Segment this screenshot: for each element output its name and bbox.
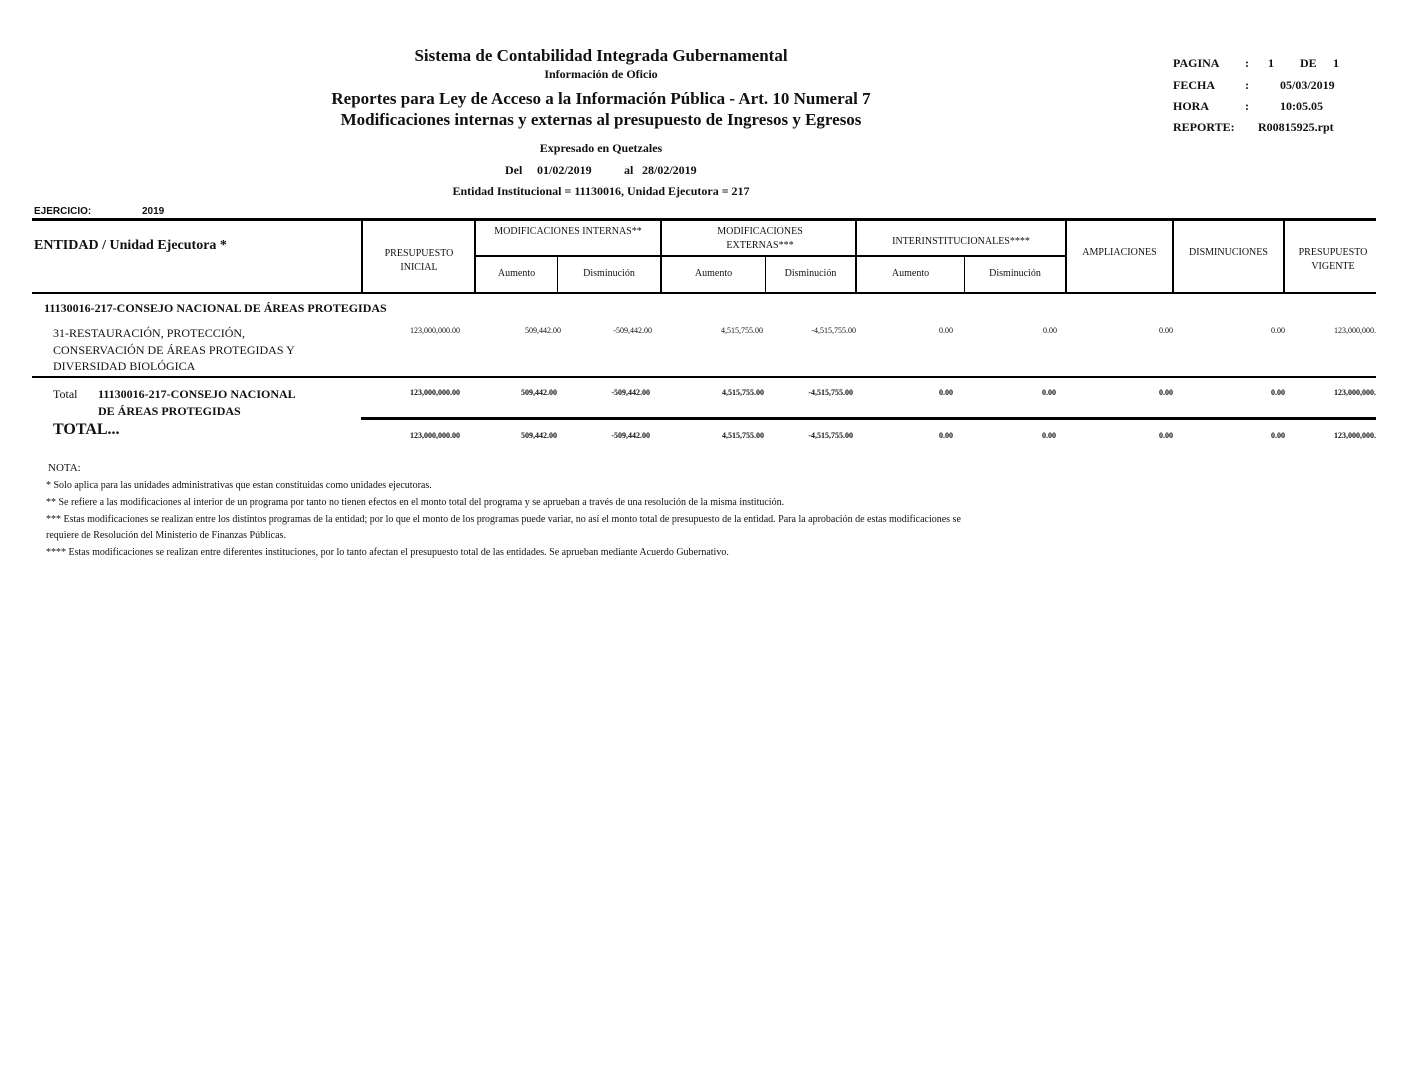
col-divider [855,221,857,293]
program-inter-aumento: 0.00 [939,326,953,335]
group-total-ampliaciones: 0.00 [1159,388,1173,397]
hora-label: HORA [1173,99,1209,113]
aumento-subheader: Aumento [497,268,536,279]
grand-total-presupuesto-inicial: 123,000,000.00 [410,431,460,440]
period-del-label: Del [505,163,523,177]
entity-filter: Entidad Institucional = 11130016, Unidad Ejecutora = 217 [452,184,750,198]
col-divider [660,221,662,293]
currency-note: Expresado en Quetzales [539,141,663,155]
group-total-name-line-2: DE ÁREAS PROTEGIDAS [98,404,241,418]
group-total-disminuciones: 0.00 [1271,388,1285,397]
reporte-label: REPORTE: [1173,120,1235,134]
note-2: ** Se refiere a las modificaciones al interior de un programa por tanto no tienen efectos en el monto total del programa y se aprueban a través de una resolución de la misma institución. [46,497,785,508]
header-bottom-rule [32,292,1376,294]
disminuciones-header: DISMINUCIONES [1189,247,1268,258]
ejercicio-label: EJERCICIO: [34,206,92,217]
disminucion-subheader: Disminución [989,268,1041,279]
ampliaciones-header: AMPLIACIONES [1082,247,1157,258]
grand-total-mod-ext-aumento: 4,515,755.00 [722,431,764,440]
pagina-label: PAGINA [1173,56,1220,70]
grand-total-inter-aumento: 0.00 [939,431,953,440]
col-divider [1283,221,1285,293]
note-4: **** Estas modificaciones se realizan entre diferentes instituciones, por lo tanto afectan el presupuesto total de las entidades. Se aprueban mediante Acuerdo Gubernativo. [46,547,729,558]
notes-title: NOTA: [48,462,81,474]
program-mod-int-disminucion: -509,442.00 [613,326,652,335]
de-label: DE [1300,56,1317,70]
report-subtitle: Modificaciones internas y externas al presupuesto de Ingresos y Egresos [340,110,862,129]
group-total-label: Total [53,387,78,401]
group-title: 11130016-217-CONSEJO NACIONAL DE ÁREAS PROTEGIDAS [44,301,387,315]
grand-total-rule [361,417,1376,420]
grand-total-disminuciones: 0.00 [1271,431,1285,440]
pagina-value: 1 [1268,56,1274,70]
program-name-line-1: 31-RESTAURACIÓN, PROTECCIÓN, [53,326,246,340]
program-presupuesto-inicial: 123,000,000.00 [410,326,460,335]
group-total-presupuesto-vigente: 123,000,000. [1334,388,1376,397]
fecha-value: 05/03/2019 [1280,78,1335,92]
group-total-mod-ext-disminucion: -4,515,755.00 [808,388,853,397]
interinstitucionales-header: INTERINSTITUCIONALES**** [892,236,1030,247]
pagina-colon: : [1245,56,1249,70]
group-total-mod-ext-aumento: 4,515,755.00 [722,388,764,397]
group-total-presupuesto-inicial: 123,000,000.00 [410,388,460,397]
entity-column-header: ENTIDAD / Unidad Ejecutora * [34,238,227,253]
aumento-subheader: Aumento [694,268,733,279]
report-title: Reportes para Ley de Acceso a la Información Pública - Art. 10 Numeral 7 [331,89,871,108]
reporte-value: R00815925.rpt [1258,120,1334,134]
group-total-mod-int-aumento: 509,442.00 [521,388,557,397]
program-name-line-3: DIVERSIDAD BIOLÓGICA [53,359,196,373]
program-presupuesto-vigente: 123,000,000. [1334,326,1376,335]
subheader-rule [475,255,1065,257]
col-divider [361,221,363,293]
info-subtitle: Información de Oficio [544,67,658,81]
mod-internas-header: MODIFICACIONES INTERNAS** [494,226,642,237]
de-value: 1 [1333,56,1339,70]
disminucion-subheader: Disminución [583,268,635,279]
program-inter-disminucion: 0.00 [1043,326,1057,335]
grand-total-presupuesto-vigente: 123,000,000. [1334,431,1376,440]
grand-total-mod-int-disminucion: -509,442.00 [611,431,650,440]
fecha-colon: : [1245,78,1249,92]
group-total-mod-int-disminucion: -509,442.00 [611,388,650,397]
system-title: Sistema de Contabilidad Integrada Gubernamental [414,46,788,65]
hora-value: 10:05.05 [1280,99,1323,113]
grand-total-mod-int-aumento: 509,442.00 [521,431,557,440]
grand-total-inter-disminucion: 0.00 [1042,431,1056,440]
hora-colon: : [1245,99,1249,113]
table-top-rule [32,218,1376,221]
disminucion-subheader: Disminución [784,268,837,279]
presupuesto-inicial-header: PRESUPUESTO INICIAL [384,248,454,273]
program-mod-ext-disminucion: -4,515,755.00 [811,326,856,335]
program-ampliaciones: 0.00 [1159,326,1173,335]
period-to: 28/02/2019 [642,163,697,177]
group-total-name-line-1: 11130016-217-CONSEJO NACIONAL [98,387,296,401]
group-total-inter-aumento: 0.00 [939,388,953,397]
grand-total-ampliaciones: 0.00 [1159,431,1173,440]
group-total-inter-disminucion: 0.00 [1042,388,1056,397]
period-al-label: al [624,163,634,177]
program-name-line-2: CONSERVACIÓN DE ÁREAS PROTEGIDAS Y [53,343,295,357]
note-1: * Solo aplica para las unidades administrativas que estan constituidas como unidades ejecutoras. [46,480,432,491]
program-mod-int-aumento: 509,442.00 [525,326,561,335]
fecha-label: FECHA [1173,78,1215,92]
grand-total-mod-ext-disminucion: -4,515,755.00 [808,431,853,440]
mod-externas-header: MODIFICACIONES EXTERNAS*** [717,226,803,251]
group-total-rule [32,376,1376,378]
aumento-subheader: Aumento [891,268,930,279]
program-mod-ext-aumento: 4,515,755.00 [721,326,763,335]
presupuesto-vigente-header: PRESUPUESTO VIGENTE [1298,247,1368,272]
note-3-line-2: requiere de Resolución del Ministerio de Finanzas Públicas. [46,530,286,541]
note-3-line-1: *** Estas modificaciones se realizan entre los distintos programas de la entidad; por lo que el monto de los programas puede variar, no así el monto total de presupuesto de la entidad. Para la aprobación de estas modificaciones se [46,514,961,525]
program-disminuciones: 0.00 [1271,326,1285,335]
ejercicio-value: 2019 [142,206,165,217]
period-from: 01/02/2019 [537,163,592,177]
grand-total-label: TOTAL... [53,421,120,438]
